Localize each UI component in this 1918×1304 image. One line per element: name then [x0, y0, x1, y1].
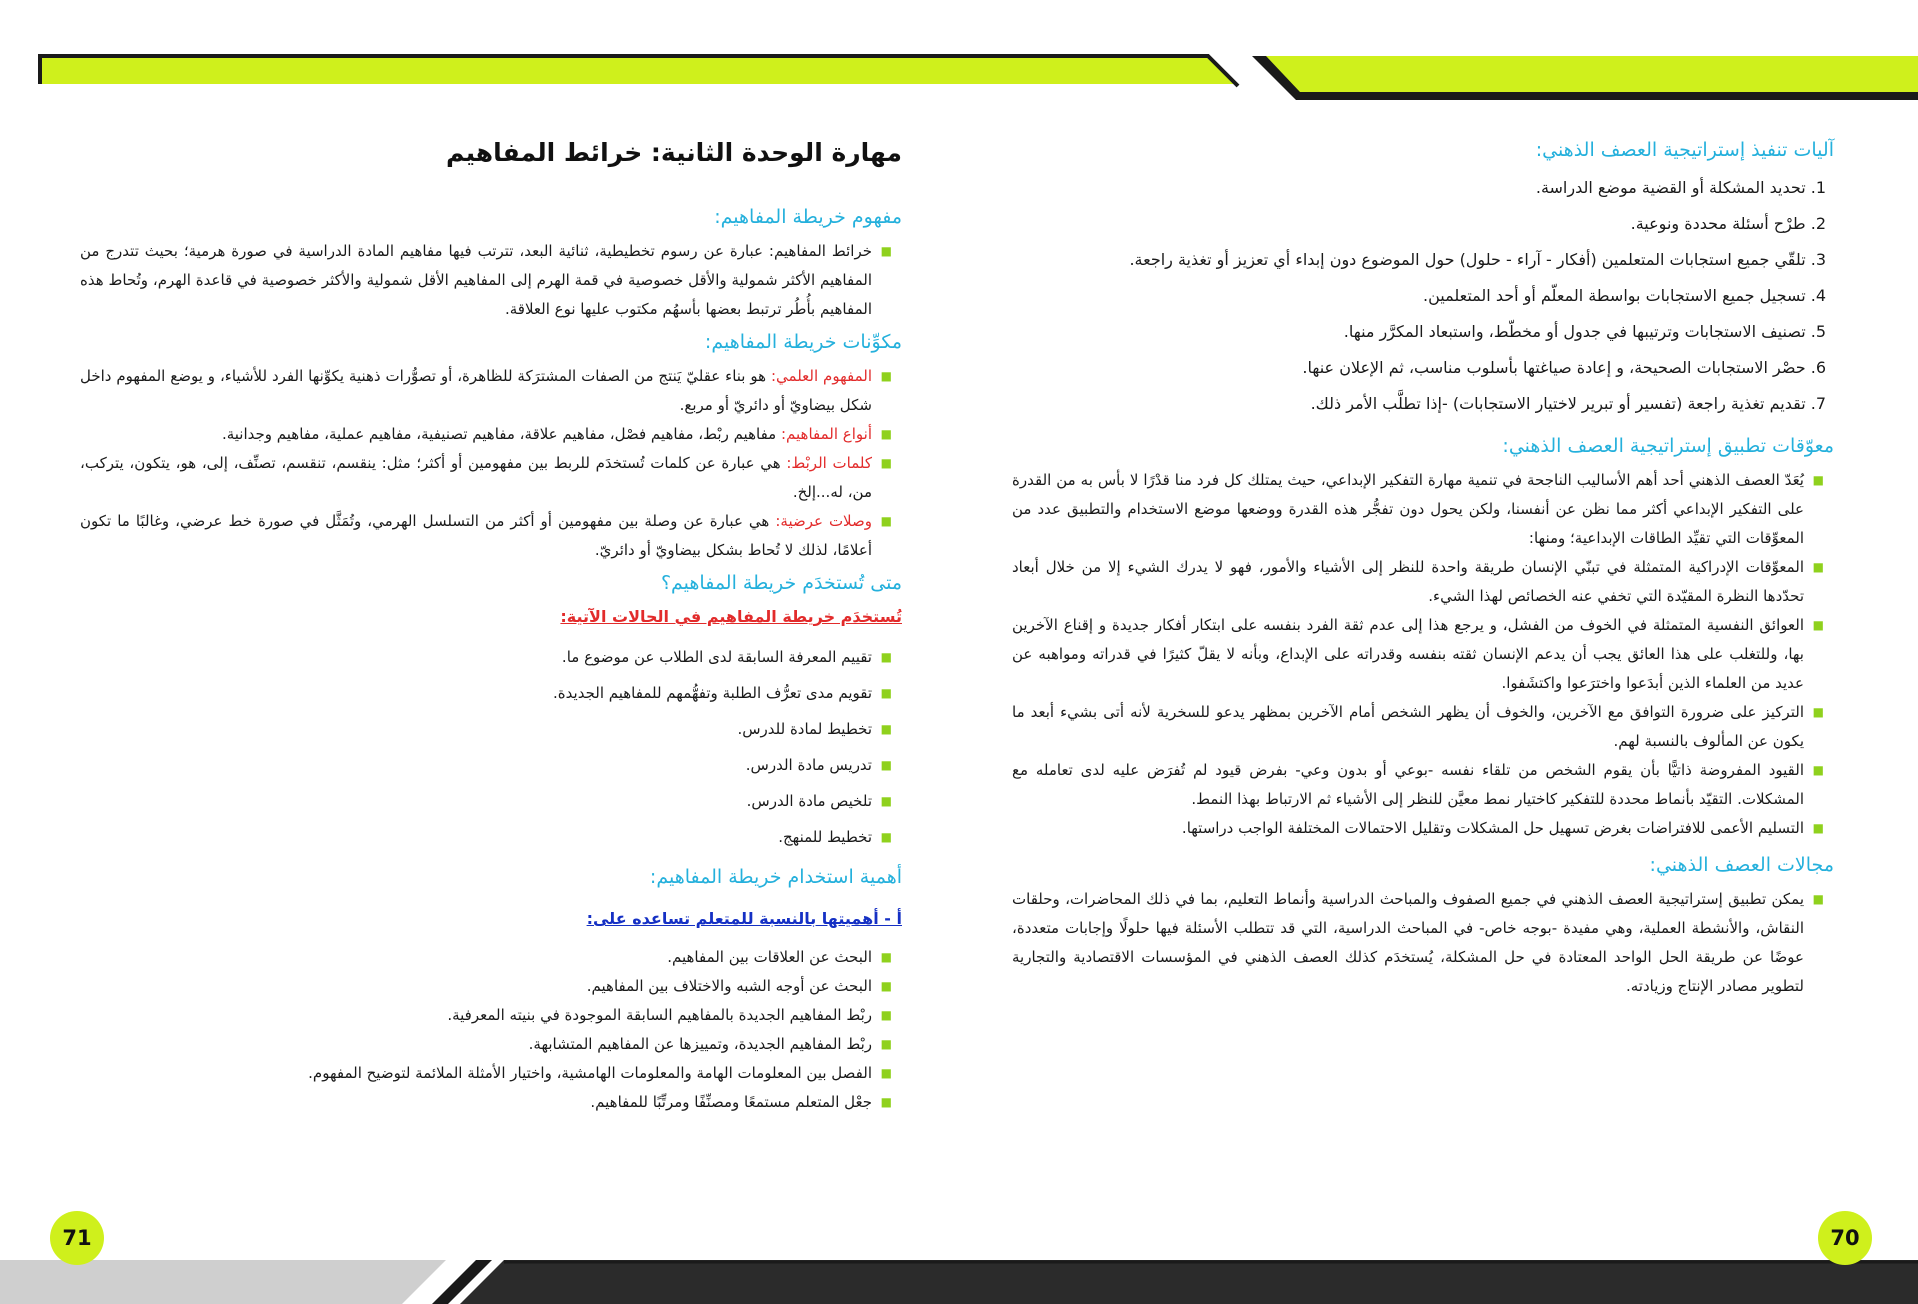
right-page [1012, 132, 1834, 1005]
list-item [80, 507, 892, 565]
list-item-text: ربْط المفاهيم الجديدة بالمفاهيم السابقة الموجودة في بنيته المعرفية. [447, 1006, 872, 1024]
bullet-icon: ■ [880, 514, 892, 528]
bullet-list [1012, 885, 1834, 1001]
list-item-text: الفصل بين المعلومات الهامة والمعلومات الهامشية، واختيار الأمثلة الملائمة لتوضيح المفهوم. [308, 1064, 872, 1082]
bullet-icon: ■ [880, 758, 892, 772]
bullet-list [80, 943, 902, 1117]
bullet-icon: ■ [880, 686, 892, 700]
bullet-list [80, 362, 902, 565]
list-item-text: يمكن تطبيق إستراتيجية العصف الذهني في جميع الصفوف والمباحث الدراسية وأنماط التعليم، بما في ذلك المحاضرات، وحلقات النقاش، والأنشطة العملية، وهي مفيدة -بوجه خاص- في المباحث الدراسية، التي قد تتطلب الأسئلة فيها حلولًا وإجابات متعددة، عوضًا عن طريقة الحل الواحد المعتادة في حل المشكلة، يُستخدَم كذلك العصف الذهني في المؤسسات الاقتصادية والتجارية لتطوير مصادر الإنتاج وزيادته. [1012, 890, 1804, 995]
bullet-list [1012, 466, 1834, 843]
page-title: مهارة الوحدة الثانية: خرائط المفاهيم [445, 138, 902, 167]
step-item: 5. تصنيف الاستجابات وترتيبها في جدول أو مخطّط، واستبعاد المكرَّر منها. [1343, 322, 1826, 341]
bullet-icon: ■ [880, 950, 892, 964]
list-item-text: يُعَدّ العصف الذهني أحد أهم الأساليب الناجحة في تنمية مهارة التفكير الإبداعي، حيث يمتلك كل فرد منا قدْرًا لا بأس به من القدرة على التفكير الإبداعي أكثر مما نظن عن أنفسنا، ولكن يحول دون تفجُّر هذه القدرة ووضعها موضع الاستخدام والتطبيق عدد من المعوِّقات التي تقيِّد الطاقات الإبداعية؛ ومنها: [1012, 471, 1804, 547]
list-item [80, 972, 892, 1001]
list-item [80, 449, 892, 507]
list-item [80, 711, 892, 747]
list-item-text: البحث عن أوجه الشبه والاختلاف بين المفاهيم. [586, 977, 872, 995]
step-item: 1. تحديد المشكلة أو القضية موضع الدراسة. [1535, 178, 1826, 197]
list-item [80, 819, 892, 855]
section-heading: مكوِّنات خريطة المفاهيم: [704, 331, 902, 353]
bullet-icon: ■ [880, 1037, 892, 1051]
bullet-icon: ■ [880, 456, 892, 470]
term-text: هي عبارة عن كلمات تُستخدَم للربط بين مفهومين أو أكثر؛ مثل: ينقسم، تنقسم، تصنِّف، إلى، هو، يتكون، يتركب، من، له...إلخ. [80, 454, 872, 501]
bullet-icon: ■ [880, 979, 892, 993]
section-heading: آليات تنفيذ إستراتيجية العصف الذهني: [1535, 139, 1834, 161]
term-label: وصلات عرضية: [775, 512, 872, 530]
bullet-icon: ■ [1812, 763, 1824, 777]
list-item-text: القيود المفروضة ذاتيًّا بأن يقوم الشخص من تلقاء نفسه -بوعي أو بدون وعي- بفرض قيود لم تُفرَض عليه لدى تعامله مع المشكلات. التقيّد بأنماط محددة للتفكير كاختيار نمط معيَّن للنظر إلى الأشياء ثم الارتباط بهذا النمط. [1012, 761, 1804, 808]
list-item [80, 943, 892, 972]
list-item-text: البحث عن العلاقات بين المفاهيم. [667, 948, 872, 966]
list-item [80, 420, 892, 449]
step-item: 3. تلقّي جميع استجابات المتعلمين (أفكار - آراء - حلول) حول الموضوع دون إبداء أي تعزيز أو تغذية راجعة. [1129, 250, 1826, 269]
list-item-text: تقييم المعرفة السابقة لدى الطلاب عن موضوع ما. [561, 648, 872, 666]
list-item [1012, 553, 1824, 611]
subheading: تُستخدَم خريطة المفاهيم في الحالات الآتية: [560, 607, 902, 626]
list-item [80, 237, 892, 324]
list-item [1012, 885, 1824, 1001]
section-heading: مفهوم خريطة المفاهيم: [714, 206, 902, 228]
list-item-text: خرائط المفاهيم: عبارة عن رسوم تخطيطية، ثنائية البعد، تترتب فيها مفاهيم المادة الدراسية في صورة هرمية؛ بحيث تتدرج من المفاهيم الأكثر شمولية والأقل خصوصية في قمة الهرم إلى المفاهيم الأقل شمولية والأكثر خصوصية في قاعدة الهرم، وتُحاط هذه المفاهيم بأُطُر ترتبط بعضها بأسهُم مكتوب عليها نوع العلاقة. [80, 242, 872, 318]
list-item-text: العوائق النفسية المتمثلة في الخوف من الفشل، و يرجع هذا إلى عدم ثقة الفرد بنفسه على ابتكار أفكار جديدة و إقناع الآخرين بها، وللتغلب على هذا العائق يجب أن يدعم الإنسان ثقته بنفسه وقدراته على الإبداع، وبأنه لا يقلّ كثيرًا في قدراته ومواهبه عن عديد من العلماء الذين أبدَعوا واخترَعوا واكتشَفوا. [1012, 616, 1804, 692]
bullet-icon: ■ [880, 427, 892, 441]
section-heading: معوّقات تطبيق إستراتيجية العصف الذهني: [1502, 435, 1834, 457]
list-item-text: تلخيص مادة الدرس. [746, 792, 872, 810]
list-item [80, 1059, 892, 1088]
section-heading: أهمية استخدام خريطة المفاهيم: [649, 866, 902, 888]
list-item [80, 783, 892, 819]
list-item [1012, 814, 1824, 843]
bullet-icon: ■ [880, 1095, 892, 1109]
list-item-text: ربْط المفاهيم الجديدة، وتمييزها عن المفاهيم المتشابهة. [528, 1035, 872, 1053]
list-item-text: تخطيط لمادة للدرس. [737, 720, 872, 738]
list-item [1012, 756, 1824, 814]
bullet-icon: ■ [880, 1008, 892, 1022]
bullet-icon: ■ [1812, 821, 1824, 835]
list-item-text: المعوِّقات الإدراكية المتمثلة في تبنّي الإنسان طريقة واحدة للنظر إلى الأشياء والأمور، فهو لا يدرك الشيء إلا من خلال أبعاد تحدّدها النظرة المقيّدة التي تخفي عنه الخصائص لهذا الشيء. [1012, 558, 1804, 605]
steps-list [1012, 170, 1834, 422]
step-item: 6. حصْر الاستجابات الصحيحة، و إعادة صياغتها بأسلوب مناسب، ثم الإعلان عنها. [1302, 358, 1826, 377]
bottom-decorative-bar [0, 1238, 1918, 1304]
list-item [80, 675, 892, 711]
list-item [1012, 466, 1824, 553]
list-item [1012, 611, 1824, 698]
list-item [80, 639, 892, 675]
list-item-text: التركيز على ضرورة التوافق مع الآخرين، والخوف أن يظهر الشخص أمام الآخرين بمظهر يدعو للسخرية لأنه أتى بشيء أبعد ما يكون عن المألوف بالنسبة لهم. [1012, 703, 1804, 750]
list-item-text: تدريس مادة الدرس. [745, 756, 872, 774]
term-label: أنواع المفاهيم: [780, 425, 872, 443]
left-page [80, 110, 902, 1121]
bullet-icon: ■ [880, 650, 892, 664]
section-heading: مجالات العصف الذهني: [1649, 854, 1834, 876]
bullet-list [80, 639, 902, 855]
top-decorative-bar [0, 0, 1918, 100]
step-item: 2. طرْح أسئلة محددة ونوعية. [1630, 214, 1826, 233]
page-number-right: 70 [1818, 1211, 1872, 1265]
bullet-icon: ■ [880, 722, 892, 736]
list-item [80, 1001, 892, 1030]
bullet-icon: ■ [880, 830, 892, 844]
bullet-icon: ■ [1812, 560, 1824, 574]
bullet-icon: ■ [880, 1066, 892, 1080]
list-item-text: تخطيط للمنهج. [778, 828, 872, 846]
bullet-icon: ■ [1812, 618, 1824, 632]
page-number-left: 71 [50, 1211, 104, 1265]
list-item [1012, 698, 1824, 756]
list-item [80, 747, 892, 783]
bullet-icon: ■ [880, 369, 892, 383]
list-item [80, 362, 892, 420]
term-text: هو بناء عقليّ يَنتج من الصفات المشترَكة للظاهرة، أو تصوُّرات ذهنية يكوِّنها الفرد للأشياء، و يوضع المفهوم داخل شكل بيضاويّ أو دائريّ أو مربع. [80, 367, 872, 414]
term-text: مفاهيم ربْط، مفاهيم فصْل، مفاهيم علاقة، مفاهيم تصنيفية، مفاهيم عملية، مفاهيم وجدانية. [221, 425, 781, 443]
step-item: 4. تسجيل جميع الاستجابات بواسطة المعلّم أو أحد المتعلمين. [1422, 286, 1826, 305]
list-item [80, 1088, 892, 1117]
bullet-icon: ■ [1812, 892, 1824, 906]
term-label: المفهوم العلمي: [770, 367, 872, 385]
step-item: 7. تقديم تغذية راجعة (تفسير أو تبرير لاختيار الاستجابات) -إذا تطلَّب الأمر ذلك. [1310, 394, 1826, 413]
list-item-text: تقويم مدى تعرُّف الطلبة وتفهُّمهم للمفاهيم الجديدة. [553, 684, 872, 702]
term-label: كلمات الربْط: [786, 454, 872, 472]
list-item-text: التسليم الأعمى للافتراضات بغرض تسهيل حل المشكلات وتقليل الاحتمالات المختلفة الواجب دراستها. [1181, 819, 1804, 837]
subheading: أ - أهميتها بالنسبة للمتعلم تساعده على: [586, 909, 902, 928]
bullet-icon: ■ [880, 794, 892, 808]
section-heading: متى تُستخدَم خريطة المفاهيم؟ [660, 572, 902, 594]
list-item-text: جعْل المتعلم مستمعًا ومصنِّفًا ومرتِّبًا للمفاهيم. [590, 1093, 872, 1111]
list-item [80, 1030, 892, 1059]
bullet-icon: ■ [1812, 705, 1824, 719]
term-text: هي عبارة عن وصلة بين مفهومين أو أكثر من التسلسل الهرمي، وتُمَثَّل في صورة خط عرضي، وغالبًا ما تكون أعلامًا، لذلك لا تُحاط بشكل بيضاويّ أو دائريّ. [80, 512, 872, 559]
bullet-icon: ■ [1812, 473, 1824, 487]
bullet-icon: ■ [880, 244, 892, 258]
bullet-list [80, 237, 902, 324]
